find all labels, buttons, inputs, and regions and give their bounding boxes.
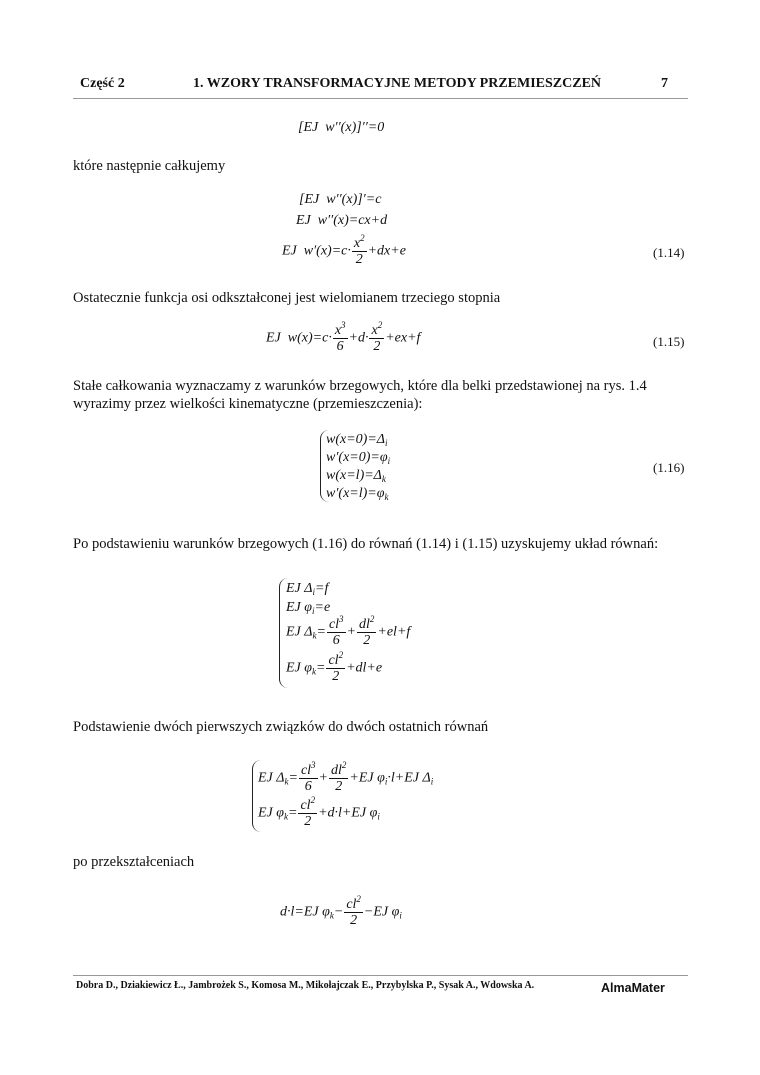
equation-first-derivative: EJ w′(x)=c· $\frac{x^2}{2}$ +dx+e: [282, 233, 406, 267]
system-line-delta-k: EJ $\Delta_k=$ $\frac{cl^3}{6}$ + $\frac{dl^2}{2}$ +el+f: [286, 614, 411, 648]
paragraph-after-transform: po przekształceniach: [73, 854, 195, 870]
system-line-phi-k: EJ $\varphi_k=$ $\frac{cl^2}{2}$ +dl+e: [286, 650, 383, 684]
header-title: 1. WZORY TRANSFORMACYJNE METODY PRZEMIESZCZEŃ: [193, 76, 602, 91]
paragraph-substitute-first: Podstawienie dwóch pierwszych związków do dwóch ostatnich równań: [73, 719, 489, 735]
equation-third-derivative: [EJ w′′(x)]′=c: [299, 192, 382, 207]
equation-number-1-15: (1.15): [653, 334, 685, 349]
boundary-rotation-left: $w'(x=0)=\varphi_i$: [326, 450, 391, 466]
equation-fourth-derivative: [EJ w′′(x)]′′=0: [298, 120, 385, 135]
paragraph-substitution: Po podstawieniu warunków brzegowych (1.16) do równań (1.14) i (1.15) uzyskujemy układ równań:: [73, 536, 659, 552]
equation-number-1-16: (1.16): [653, 460, 685, 475]
boundary-deflection-left: $w(x=0)=\Delta_i$: [326, 432, 388, 448]
footer-rule: [73, 975, 688, 976]
equation-number-1-14: (1.14): [653, 245, 685, 260]
reduced-line-delta-k: EJ $\Delta_k=$ $\frac{cl^3}{6}$ + $\frac{dl^2}{2}$ +EJ $\varphi_i\cdot l+EJ$ $\Delta_i$: [258, 760, 434, 794]
boundary-deflection-right: $w(x=l)=\Delta_k$: [326, 468, 386, 484]
header-rule: [73, 98, 688, 99]
brand-logo: AlmaMater: [601, 981, 665, 995]
system-line-e: EJ $\varphi_i=e$: [286, 600, 331, 616]
page-number: 7: [661, 76, 668, 91]
paragraph-boundary-conditions: Stałe całkowania wyznaczamy z warunków brzegowych, które dla belki przedstawionej na rys. 1.4 wyrazimy przez wielkości kinematyczne (przemieszczenia):: [73, 378, 647, 412]
equation-dl: d·l=EJ $\varphi_k-$ $\frac{cl^2}{2}$ −EJ $\varphi_i$: [280, 894, 402, 928]
boundary-rotation-right: $w'(x=l)=\varphi_k$: [326, 486, 389, 502]
footer-authors: Dobra D., Dziakiewicz Ł., Jambrożek S., Komosa M., Mikołajczak E., Przybylska P., Sysak A., Wdowska A.: [76, 980, 535, 991]
reduced-line-phi-k: EJ $\varphi_k=$ $\frac{cl^2}{2}$ +d·l+EJ $\varphi_i$: [258, 795, 380, 829]
system-line-f: EJ $\Delta_i=f$: [286, 581, 329, 597]
equation-deflection: EJ w(x)=c· $\frac{x^3}{6}$ +d· $\frac{x^2}{2}$ +ex+f: [266, 320, 421, 354]
header-part: Część 2: [80, 76, 125, 91]
paragraph-integrate: które następnie całkujemy: [73, 158, 226, 174]
equation-second-derivative: EJ w′′(x)=cx+d: [296, 213, 388, 228]
paragraph-polynomial: Ostatecznie funkcja osi odkształconej jest wielomianem trzeciego stopnia: [73, 290, 501, 306]
